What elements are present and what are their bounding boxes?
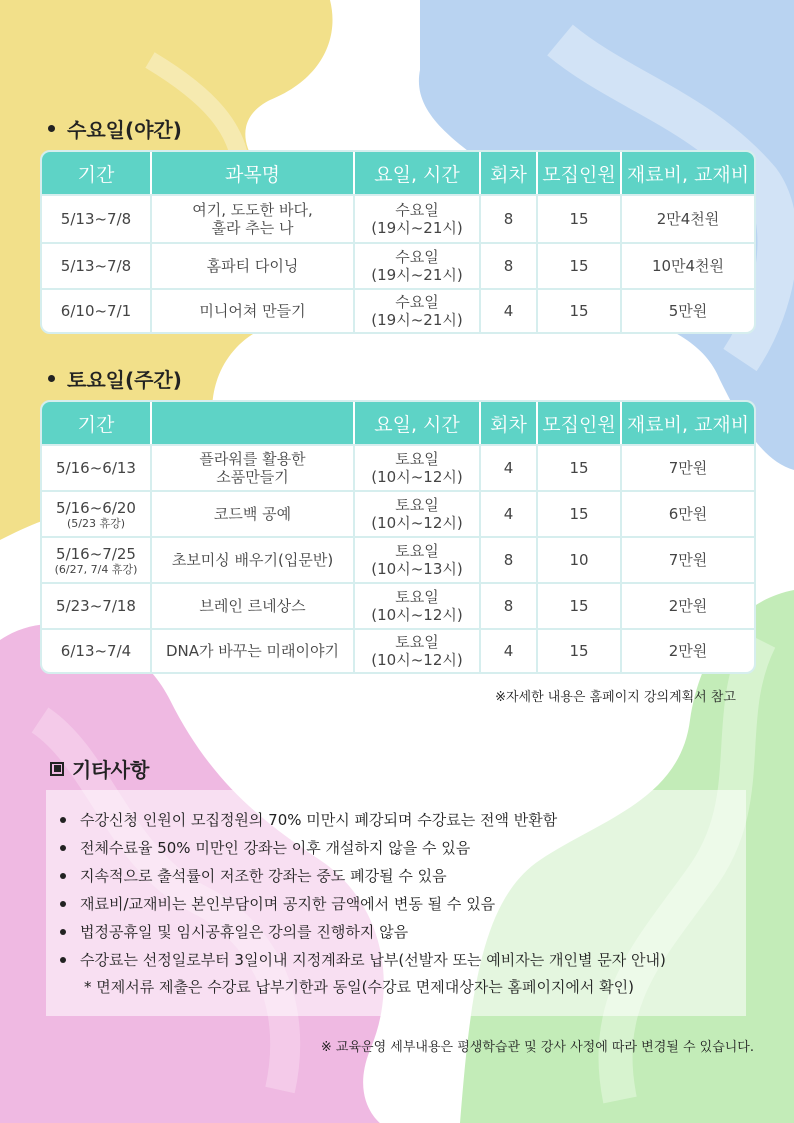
bullet-icon — [60, 817, 66, 823]
cell-subject: DNA가 바꾸는 미래이야기 — [152, 628, 355, 672]
cell-period — [42, 536, 152, 582]
list-item-text: 재료비/교재비는 본인부담이며 공지한 금액에서 변동 될 수 있음 — [80, 895, 496, 913]
cell-daytime — [355, 628, 481, 672]
cell-period: 6/13~7/4 — [42, 628, 152, 672]
list-item-text: 전체수료율 50% 미만인 강좌는 이후 개설하지 않을 수 있음 — [80, 839, 471, 857]
time-text: (19시~21시) — [371, 266, 463, 284]
day-text: 토요일 — [395, 633, 439, 651]
cell-capacity: 15 — [538, 582, 622, 628]
bullet-icon — [48, 375, 55, 382]
cell-period: 5/13~7/8 — [42, 194, 152, 242]
col-header-capacity: 모집인원 — [538, 402, 622, 444]
period-text: 5/16~6/20 — [56, 498, 136, 517]
cell-sessions: 4 — [481, 288, 538, 332]
cell-daytime — [355, 536, 481, 582]
table-row — [42, 288, 754, 332]
time-text: (19시~21시) — [371, 311, 463, 329]
cell-subject — [152, 194, 355, 242]
time-text: (10시~12시) — [371, 468, 463, 486]
bullet-icon — [48, 125, 55, 132]
square-bullet-icon — [50, 762, 64, 776]
cell-fee: 10만4천원 — [622, 242, 754, 288]
cell-period: 5/13~7/8 — [42, 242, 152, 288]
cell-capacity: 10 — [538, 536, 622, 582]
time-text: (10시~12시) — [371, 651, 463, 669]
list-item-text: 법정공휴일 및 임시공휴일은 강의를 진행하지 않음 — [80, 923, 409, 941]
cell-capacity: 15 — [538, 490, 622, 536]
col-header-daytime: 요일, 시간 — [355, 152, 481, 194]
cell-period — [42, 490, 152, 536]
footer-note: ※ 교육운영 세부내용은 평생학습관 및 강사 사정에 따라 변경될 수 있습니다. — [320, 1040, 754, 1055]
etc-list — [60, 806, 666, 974]
list-item-text: 지속적으로 출석률이 저조한 강좌는 중도 폐강될 수 있음 — [80, 867, 447, 885]
cell-fee: 7만원 — [622, 536, 754, 582]
cell-sessions: 4 — [481, 444, 538, 490]
bullet-icon — [60, 929, 66, 935]
etc-title-text: 기타사항 — [72, 758, 150, 782]
day-text: 토요일 — [395, 496, 439, 514]
list-item — [60, 890, 666, 918]
cell-capacity: 15 — [538, 242, 622, 288]
subject-line1: 플라워를 활용한 — [199, 450, 306, 468]
cell-daytime — [355, 490, 481, 536]
bullet-icon — [60, 957, 66, 963]
table-header-row — [42, 402, 754, 444]
cell-period: 5/23~7/18 — [42, 582, 152, 628]
cell-subject: 초보미싱 배우기(입문반) — [152, 536, 355, 582]
cell-sessions: 4 — [481, 628, 538, 672]
table-header-row — [42, 152, 754, 194]
cell-sessions: 4 — [481, 490, 538, 536]
cell-sessions: 8 — [481, 194, 538, 242]
day-text: 수요일 — [395, 293, 439, 311]
cell-subject: 홈파티 다이닝 — [152, 242, 355, 288]
list-item — [60, 946, 666, 974]
section-title-text: 수요일(야간) — [67, 118, 182, 142]
cell-daytime — [355, 288, 481, 332]
section-title-wednesday — [48, 114, 182, 143]
cell-fee: 7만원 — [622, 444, 754, 490]
col-header-sessions: 회차 — [481, 402, 538, 444]
day-text: 토요일 — [395, 542, 439, 560]
day-text: 수요일 — [395, 201, 439, 219]
wednesday-schedule-table — [40, 150, 756, 334]
cell-subject — [152, 444, 355, 490]
list-item — [60, 834, 666, 862]
cell-sessions: 8 — [481, 536, 538, 582]
bullet-icon — [60, 873, 66, 879]
bullet-icon — [60, 845, 66, 851]
cell-capacity: 15 — [538, 194, 622, 242]
day-text: 토요일 — [395, 588, 439, 606]
list-item — [60, 806, 666, 834]
col-header-fee: 재료비, 교재비 — [622, 402, 754, 444]
cell-period: 6/10~7/1 — [42, 288, 152, 332]
cell-daytime — [355, 242, 481, 288]
cell-fee: 2만원 — [622, 582, 754, 628]
list-item — [60, 862, 666, 890]
list-item — [60, 918, 666, 946]
cell-capacity: 15 — [538, 288, 622, 332]
subject-line2: 소품만들기 — [216, 468, 289, 486]
period-note: (5/23 휴강) — [66, 516, 126, 530]
etc-section-title — [50, 754, 149, 783]
table-row — [42, 194, 754, 242]
table-row — [42, 242, 754, 288]
list-item-text: 수강료는 선정일로부터 3일이내 지정계좌로 납부(선발자 또는 예비자는 개인별 문자 안내) — [80, 951, 666, 969]
col-header-capacity: 모집인원 — [538, 152, 622, 194]
time-text: (10시~12시) — [371, 514, 463, 532]
cell-period: 5/16~6/13 — [42, 444, 152, 490]
section-title-saturday — [48, 364, 182, 393]
cell-sessions: 8 — [481, 242, 538, 288]
col-header-daytime: 요일, 시간 — [355, 402, 481, 444]
cell-fee: 5만원 — [622, 288, 754, 332]
subject-line1: 여기, 도도한 바다, — [192, 201, 313, 219]
table-row — [42, 582, 754, 628]
exemption-note: * 면제서류 제출은 수강료 납부기한과 동일(수강료 면제대상자는 홈페이지에서 확인) — [84, 978, 635, 996]
list-item-text: 수강신청 인원이 모집정원의 70% 미만시 폐강되며 수강료는 전액 반환함 — [80, 811, 558, 829]
cell-subject: 브레인 르네상스 — [152, 582, 355, 628]
table-row — [42, 490, 754, 536]
table-row — [42, 628, 754, 672]
time-text: (10시~13시) — [371, 560, 463, 578]
bullet-icon — [60, 901, 66, 907]
saturday-schedule-table — [40, 400, 756, 674]
period-note: (6/27, 7/4 휴강) — [54, 562, 138, 576]
cell-fee: 2만원 — [622, 628, 754, 672]
cell-capacity: 15 — [538, 444, 622, 490]
table-row — [42, 444, 754, 490]
col-header-period: 기간 — [42, 402, 152, 444]
cell-daytime — [355, 194, 481, 242]
cell-subject: 코드백 공예 — [152, 490, 355, 536]
col-header-fee: 재료비, 교재비 — [622, 152, 754, 194]
day-text: 토요일 — [395, 450, 439, 468]
cell-daytime — [355, 444, 481, 490]
time-text: (10시~12시) — [371, 606, 463, 624]
cell-daytime — [355, 582, 481, 628]
cell-subject: 미니어쳐 만들기 — [152, 288, 355, 332]
table-row — [42, 536, 754, 582]
cell-fee: 6만원 — [622, 490, 754, 536]
col-header-subject — [152, 402, 355, 444]
subject-line2: 훌라 추는 나 — [211, 219, 294, 237]
cell-capacity: 15 — [538, 628, 622, 672]
time-text: (19시~21시) — [371, 219, 463, 237]
col-header-subject: 과목명 — [152, 152, 355, 194]
period-text: 5/16~7/25 — [56, 544, 136, 563]
day-text: 수요일 — [395, 248, 439, 266]
col-header-period: 기간 — [42, 152, 152, 194]
section-title-text: 토요일(주간) — [67, 368, 182, 392]
detail-note: ※자세한 내용은 홈페이지 강의계획서 참고 — [495, 690, 736, 705]
col-header-sessions: 회차 — [481, 152, 538, 194]
cell-fee: 2만4천원 — [622, 194, 754, 242]
cell-sessions: 8 — [481, 582, 538, 628]
